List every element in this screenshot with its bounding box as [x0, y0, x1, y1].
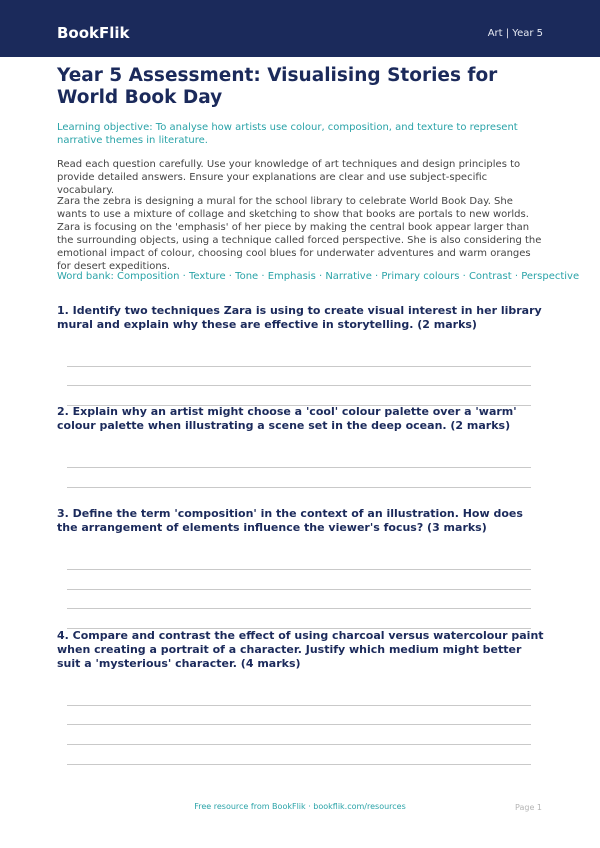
- answer-line[interactable]: [67, 467, 531, 468]
- answer-line[interactable]: [67, 705, 531, 706]
- answer-line[interactable]: [67, 764, 531, 765]
- brand-logo[interactable]: BookFlik: [57, 24, 130, 42]
- answer-line[interactable]: [67, 608, 531, 609]
- answer-line[interactable]: [67, 744, 531, 745]
- answer-line[interactable]: [67, 589, 531, 590]
- learning-objective: Learning objective: To analyse how artists use colour, composition, and texture to represent narrative themes in literature.: [57, 122, 518, 146]
- question-4: 4. Compare and contrast the effect of using charcoal versus watercolour paint when creating a portrait of a character. Justify which medium might better suit a 'mysterious' character. (4 marks): [57, 629, 544, 670]
- subject-year-label: Art | Year 5: [487, 28, 543, 39]
- answer-line[interactable]: [67, 487, 531, 488]
- answer-line[interactable]: [67, 724, 531, 725]
- instructions-paragraph: Read each question carefully. Use your knowledge of art techniques and design principles to provide detailed answers. Ensure your explanations are clear and use subject-specific vocabulary.: [57, 159, 521, 196]
- answer-line[interactable]: [67, 366, 531, 367]
- answer-line[interactable]: [67, 569, 531, 570]
- page-number: Page 1: [515, 803, 542, 812]
- scenario-paragraph: Zara the zebra is designing a mural for the school library to celebrate World Book Day. She wants to use a mixture of collage and sketching to show that books are portals to new worlds. Zara is focusing on the 'emphasis' of her piece by making the central book appear larger than the surrounding objects, using a technique called forced perspective. She is also considering the emotional impact of colour, choosing cool blues for underwater adventures and warm oranges for desert expeditions.: [57, 196, 542, 272]
- question-2: 2. Explain why an artist might choose a 'cool' colour palette over a 'warm' colour palette when illustrating a scene set in the deep ocean. (2 marks): [57, 405, 517, 432]
- footer-credit[interactable]: Free resource from BookFlik · bookflik.com/resources: [194, 802, 406, 811]
- word-bank: Word bank: Composition · Texture · Tone · Emphasis · Narrative · Primary colours · Contrast · Perspective: [57, 271, 580, 282]
- header-bar: [0, 0, 600, 57]
- question-1: 1. Identify two techniques Zara is using to create visual interest in her library mural and explain why these are effective in storytelling. (2 marks): [57, 304, 542, 331]
- page-title: Year 5 Assessment: Visualising Stories for World Book Day: [57, 65, 498, 108]
- answer-line[interactable]: [67, 385, 531, 386]
- question-3: 3. Define the term 'composition' in the context of an illustration. How does the arrangement of elements influence the viewer's focus? (3 marks): [57, 507, 523, 534]
